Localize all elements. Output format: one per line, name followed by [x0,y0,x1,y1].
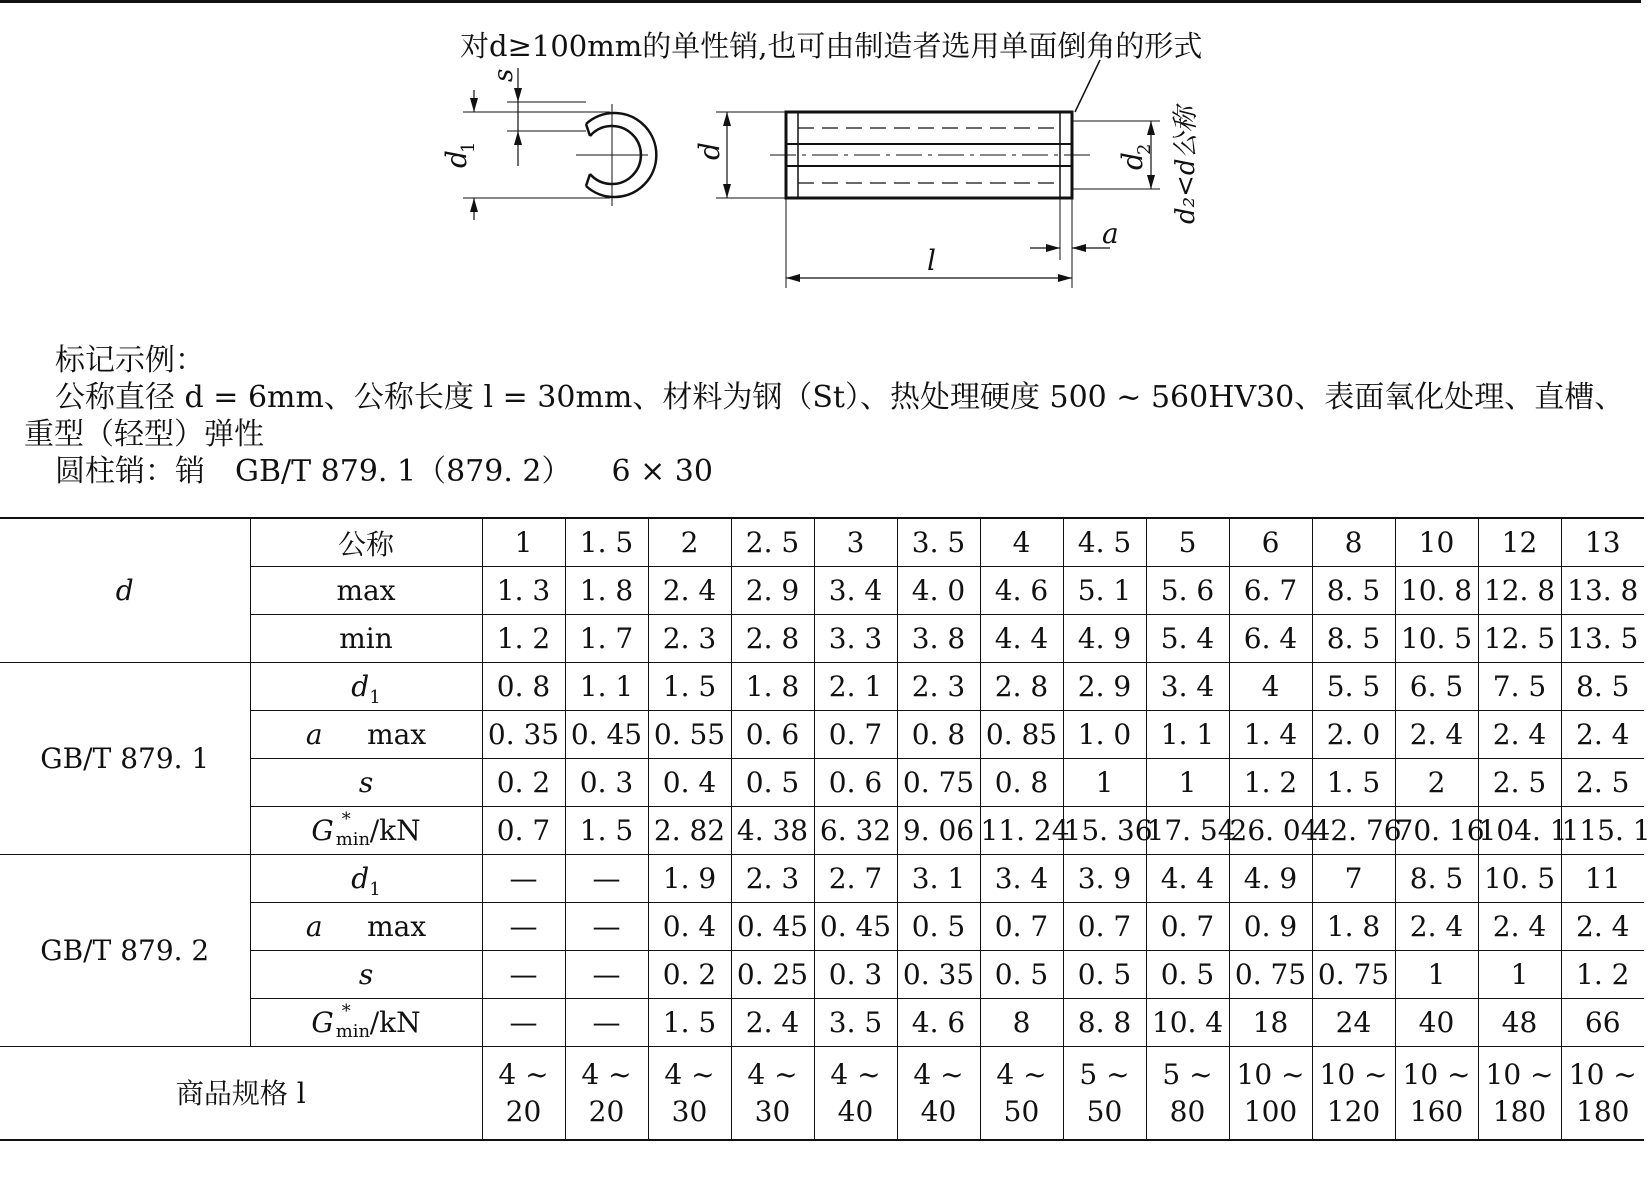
cell-nominal: 10 [1395,518,1478,567]
cell-gb1-d1: 3. 4 [1146,663,1229,711]
cell-gb1-a: 1. 4 [1229,711,1312,759]
label-gb2-G: G * min /kN [250,999,482,1047]
cell-d-max: 10. 8 [1395,567,1478,615]
cell-gb2-G: 24 [1312,999,1395,1047]
cell-gb1-d1: 2. 8 [980,663,1063,711]
dim-s-label: s [489,68,519,82]
cell-gb2-s: 0. 5 [980,951,1063,999]
spec-table [0,517,1651,1141]
cell-gb1-d1: 8. 5 [1561,663,1644,711]
cell-gb2-d1: 3. 1 [897,855,980,903]
figure-note: 对d≥100mm的单性销,也可由制造者选用单面倒角的形式 [460,29,1203,63]
cell-d-min: 12. 5 [1478,615,1561,663]
cell-gb1-s: 0. 8 [980,759,1063,807]
label-gb2-d1: $d_1$ [250,855,482,903]
cell-gb1-G: 104. 1 [1478,807,1561,855]
spec-to: 20 [505,1095,542,1128]
spec-to: 160 [1409,1095,1464,1128]
spring-pin-drawing [0,0,1641,300]
cell-gb2-s: 0. 2 [648,951,731,999]
cell-gb1-G: 4. 38 [731,807,814,855]
cell-d-min: 3. 3 [814,615,897,663]
spec-from: 4 ~ [747,1058,798,1091]
cell-gb1-s: 0. 3 [565,759,648,807]
cell-d-max: 4. 0 [897,567,980,615]
cell-gb1-s: 0. 75 [897,759,980,807]
cell-gb1-s: 0. 4 [648,759,731,807]
group-gb1-label: GB/T 879. 1 [0,663,250,855]
cell-gb2-a: 0. 4 [648,903,731,951]
label-gb2-s: s [250,951,482,999]
d2-nominal-note: d₂<d公称 [1171,106,1201,224]
spec-to: 30 [754,1095,791,1128]
cell-d-min: 8. 5 [1312,615,1395,663]
cell-gb2-a: 0. 9 [1229,903,1312,951]
spec-from: 10 ~ [1568,1058,1637,1091]
cell-gb1-d1: 5. 5 [1312,663,1395,711]
cell-d-min: 10. 5 [1395,615,1478,663]
cell-d-max: 3. 4 [814,567,897,615]
cell-d-max: 12. 8 [1478,567,1561,615]
spec-from: 4 ~ [664,1058,715,1091]
cell-spec-range [1146,1047,1229,1141]
cell-gb1-s: 0. 2 [482,759,565,807]
spec-to: 50 [1086,1095,1123,1128]
cell-spec-range [731,1047,814,1141]
cell-nominal: 2. 5 [731,518,814,567]
cell-d-max: 5. 1 [1063,567,1146,615]
cell-d-max: 1. 3 [482,567,565,615]
spec-from: 10 ~ [1485,1058,1554,1091]
row-gb2-d1 [0,855,1644,903]
marking-heading: 标记示例： [55,343,205,378]
cell-gb1-a: 0. 35 [482,711,565,759]
cell-gb2-G: 3. 5 [814,999,897,1047]
cell-gb1-s: 2 [1395,759,1478,807]
cell-nominal: 3. 5 [897,518,980,567]
spec-from: 5 ~ [1162,1058,1213,1091]
cell-nominal: 3 [814,518,897,567]
spec-from: 10 ~ [1236,1058,1305,1091]
spec-to: 100 [1243,1095,1298,1128]
cell-nominal: 8 [1312,518,1395,567]
cell-gb2-d1: 3. 4 [980,855,1063,903]
cell-gb2-G: 1. 5 [648,999,731,1047]
cell-gb2-G: 8. 8 [1063,999,1146,1047]
cell-spec-range [814,1047,897,1141]
label-gb1-G: G * min /kN [250,807,482,855]
label-gb1-d1: $d_1$ [250,663,482,711]
cell-gb2-a: 0. 45 [814,903,897,951]
cell-gb1-a: 0. 8 [897,711,980,759]
cell-gb2-s: 0. 35 [897,951,980,999]
cell-gb2-s: 0. 75 [1229,951,1312,999]
cell-gb2-s: 1 [1395,951,1478,999]
cell-gb2-G: 18 [1229,999,1312,1047]
spec-to: 120 [1326,1095,1381,1128]
cell-gb1-s: 2. 5 [1561,759,1644,807]
cell-d-max: 8. 5 [1312,567,1395,615]
cell-d-max: 1. 8 [565,567,648,615]
label-gb2-a: a max [250,903,482,951]
cell-gb1-G: 6. 32 [814,807,897,855]
spec-from: 4 ~ [830,1058,881,1091]
cell-gb1-a: 2. 4 [1478,711,1561,759]
cell-gb2-a: 2. 4 [1478,903,1561,951]
cell-d-max: 2. 4 [648,567,731,615]
cell-d-max: 13. 8 [1561,567,1644,615]
cell-gb2-G: — [565,999,648,1047]
cell-gb2-d1: 11 [1561,855,1644,903]
cell-gb1-G: 11. 24 [980,807,1063,855]
cell-gb1-s: 1 [1146,759,1229,807]
marking-line-3 [0,453,1641,490]
label-nominal: 公称 [250,518,482,567]
cell-gb1-d1: 6. 5 [1395,663,1478,711]
cell-gb1-G: 70. 16 [1395,807,1478,855]
cell-d-min: 4. 4 [980,615,1063,663]
svg-text:d: d [440,150,473,168]
cell-nominal: 1. 5 [565,518,648,567]
cell-spec-range [565,1047,648,1141]
cell-gb2-d1: 3. 9 [1063,855,1146,903]
cell-spec-range [1312,1047,1395,1141]
marking-line-2: 重型（轻型）弹性 [24,417,264,452]
cell-gb1-G: 42. 76 [1312,807,1395,855]
cell-gb1-G: 26. 04 [1229,807,1312,855]
label-gb1-a: a max [250,711,482,759]
cell-gb2-s: — [565,951,648,999]
cell-d-min: 1. 2 [482,615,565,663]
group-gb2-label: GB/T 879. 2 [0,855,250,1047]
cell-gb2-G: 8 [980,999,1063,1047]
cell-gb2-G: 2. 4 [731,999,814,1047]
cell-gb1-s: 1. 5 [1312,759,1395,807]
cell-gb1-a: 1. 1 [1146,711,1229,759]
cell-gb1-a: 0. 45 [565,711,648,759]
side-view [716,112,1160,288]
cell-gb2-G: 48 [1478,999,1561,1047]
cell-d-min: 2. 3 [648,615,731,663]
label-max: max [250,567,482,615]
cell-gb2-d1: 4. 9 [1229,855,1312,903]
cell-gb1-a: 0. 6 [731,711,814,759]
spec-to: 30 [671,1095,708,1128]
cell-d-min: 13. 5 [1561,615,1644,663]
cell-gb2-G: 10. 4 [1146,999,1229,1047]
cell-gb1-d1: 2. 3 [897,663,980,711]
cell-gb1-d1: 1. 1 [565,663,648,711]
cell-d-min: 4. 9 [1063,615,1146,663]
cell-spec-range [1229,1047,1312,1141]
cell-nominal: 6 [1229,518,1312,567]
cell-gb1-a: 1. 0 [1063,711,1146,759]
cell-gb2-a: — [482,903,565,951]
spec-from: 10 ~ [1319,1058,1388,1091]
cell-nominal: 2 [648,518,731,567]
cell-spec-range [1561,1047,1644,1141]
cell-gb2-G: 40 [1395,999,1478,1047]
cell-gb2-G: 66 [1561,999,1644,1047]
cell-gb1-G: 9. 06 [897,807,980,855]
cell-gb2-a: 0. 7 [1146,903,1229,951]
cell-gb2-d1: 4. 4 [1146,855,1229,903]
cell-d-min: 6. 4 [1229,615,1312,663]
cell-spec-range [648,1047,731,1141]
dim-d-label: d [693,142,726,160]
cell-spec-range [482,1047,565,1141]
cell-spec-range [897,1047,980,1141]
cell-gb2-a: 0. 7 [1063,903,1146,951]
spec-to: 50 [1003,1095,1040,1128]
cell-nominal: 12 [1478,518,1561,567]
cell-gb1-a: 0. 55 [648,711,731,759]
cell-gb1-a: 0. 85 [980,711,1063,759]
cell-gb1-d1: 2. 9 [1063,663,1146,711]
cell-gb2-s: 0. 75 [1312,951,1395,999]
cell-gb2-a: 0. 45 [731,903,814,951]
label-spec: 商品规格 l [0,1047,482,1141]
cell-gb2-a: 2. 4 [1395,903,1478,951]
cell-gb2-s: 1 [1478,951,1561,999]
cell-d-min: 1. 7 [565,615,648,663]
svg-text:1: 1 [458,141,479,153]
cell-nominal: 1 [482,518,565,567]
spec-from: 5 ~ [1079,1058,1130,1091]
cell-spec-range [1478,1047,1561,1141]
cell-gb1-G: 15. 36 [1063,807,1146,855]
cell-nominal: 13 [1561,518,1644,567]
cell-d-max: 4. 6 [980,567,1063,615]
cell-gb2-s: 0. 25 [731,951,814,999]
marking-line-1: 公称直径 d = 6mm、公称长度 l = 30mm、材料为钢（St）、热处理硬度 500 ~ 560HV30、表面氧化处理、直槽、 [55,380,1625,415]
cell-gb2-s: 0. 3 [814,951,897,999]
cell-gb2-s: 1. 2 [1561,951,1644,999]
spec-from: 4 ~ [581,1058,632,1091]
cell-gb1-d1: 7. 5 [1478,663,1561,711]
marking-designation: 圆柱销：销 GB/T 879. 1（879. 2） [55,454,572,489]
svg-text:2: 2 [1134,143,1155,155]
marking-size: 6 × 30 [611,454,713,489]
cell-spec-range [1063,1047,1146,1141]
spec-to: 180 [1492,1095,1547,1128]
svg-text:d: d [1116,152,1149,170]
cell-gb1-s: 1. 2 [1229,759,1312,807]
cell-gb2-d1: 7 [1312,855,1395,903]
row-spec [0,1047,1644,1141]
label-gb1-s: s [250,759,482,807]
row-nominal [0,518,1644,567]
cell-gb2-d1: 2. 7 [814,855,897,903]
cell-gb1-G: 1. 5 [565,807,648,855]
cell-gb1-d1: 0. 8 [482,663,565,711]
cell-nominal: 4 [980,518,1063,567]
cell-gb2-G: 4. 6 [897,999,980,1047]
cell-gb2-a: 1. 8 [1312,903,1395,951]
cell-gb2-a: 0. 5 [897,903,980,951]
cell-nominal: 5 [1146,518,1229,567]
cell-gb2-a: 0. 7 [980,903,1063,951]
spec-from: 4 ~ [498,1058,549,1091]
spec-from: 4 ~ [996,1058,1047,1091]
spec-to: 40 [837,1095,874,1128]
cell-gb2-G: — [482,999,565,1047]
cell-d-max: 2. 9 [731,567,814,615]
dim-l-label: l [927,244,936,277]
cell-gb1-d1: 4 [1229,663,1312,711]
cell-gb1-s: 0. 6 [814,759,897,807]
cell-d-min: 5. 4 [1146,615,1229,663]
cell-gb1-s: 0. 5 [731,759,814,807]
cell-gb2-d1: 2. 3 [731,855,814,903]
cell-d-min: 3. 8 [897,615,980,663]
spec-to: 80 [1169,1095,1206,1128]
cell-gb1-G: 17. 54 [1146,807,1229,855]
group-d-label: d [0,518,250,663]
cell-gb1-d1: 1. 5 [648,663,731,711]
cell-gb2-s: 0. 5 [1146,951,1229,999]
cell-spec-range [1395,1047,1478,1141]
cell-d-max: 5. 6 [1146,567,1229,615]
cell-gb1-a: 0. 7 [814,711,897,759]
cell-gb2-d1: — [482,855,565,903]
spec-to: 20 [588,1095,625,1128]
cell-d-min: 2. 8 [731,615,814,663]
spec-from: 4 ~ [913,1058,964,1091]
cell-gb1-G: 0. 7 [482,807,565,855]
cell-gb1-a: 2. 4 [1561,711,1644,759]
cell-gb2-d1: — [565,855,648,903]
cell-gb2-d1: 10. 5 [1478,855,1561,903]
marking-example [0,342,1641,490]
cell-gb1-a: 2. 4 [1395,711,1478,759]
cell-gb2-s: — [482,951,565,999]
cell-gb2-a: — [565,903,648,951]
cell-gb1-d1: 2. 1 [814,663,897,711]
spec-from: 10 ~ [1402,1058,1471,1091]
cell-gb2-d1: 8. 5 [1395,855,1478,903]
cell-gb1-a: 2. 0 [1312,711,1395,759]
cell-gb2-a: 2. 4 [1561,903,1644,951]
dim-d1-label [440,142,479,168]
dim-d2-label [1116,144,1155,170]
cell-gb1-G: 2. 82 [648,807,731,855]
end-view [463,68,656,220]
cell-gb1-s: 1 [1063,759,1146,807]
cell-nominal: 4. 5 [1063,518,1146,567]
label-min: min [250,615,482,663]
cell-d-max: 6. 7 [1229,567,1312,615]
dim-a-label: a [1102,217,1119,250]
spec-to: 40 [920,1095,957,1128]
row-gb1-d1 [0,663,1644,711]
cell-gb1-s: 2. 5 [1478,759,1561,807]
spec-to: 180 [1576,1095,1630,1128]
cell-gb2-s: 0. 5 [1063,951,1146,999]
cell-gb1-G: 115. 1 [1561,807,1644,855]
cell-spec-range [980,1047,1063,1141]
cell-gb2-d1: 1. 9 [648,855,731,903]
cell-gb1-d1: 1. 8 [731,663,814,711]
